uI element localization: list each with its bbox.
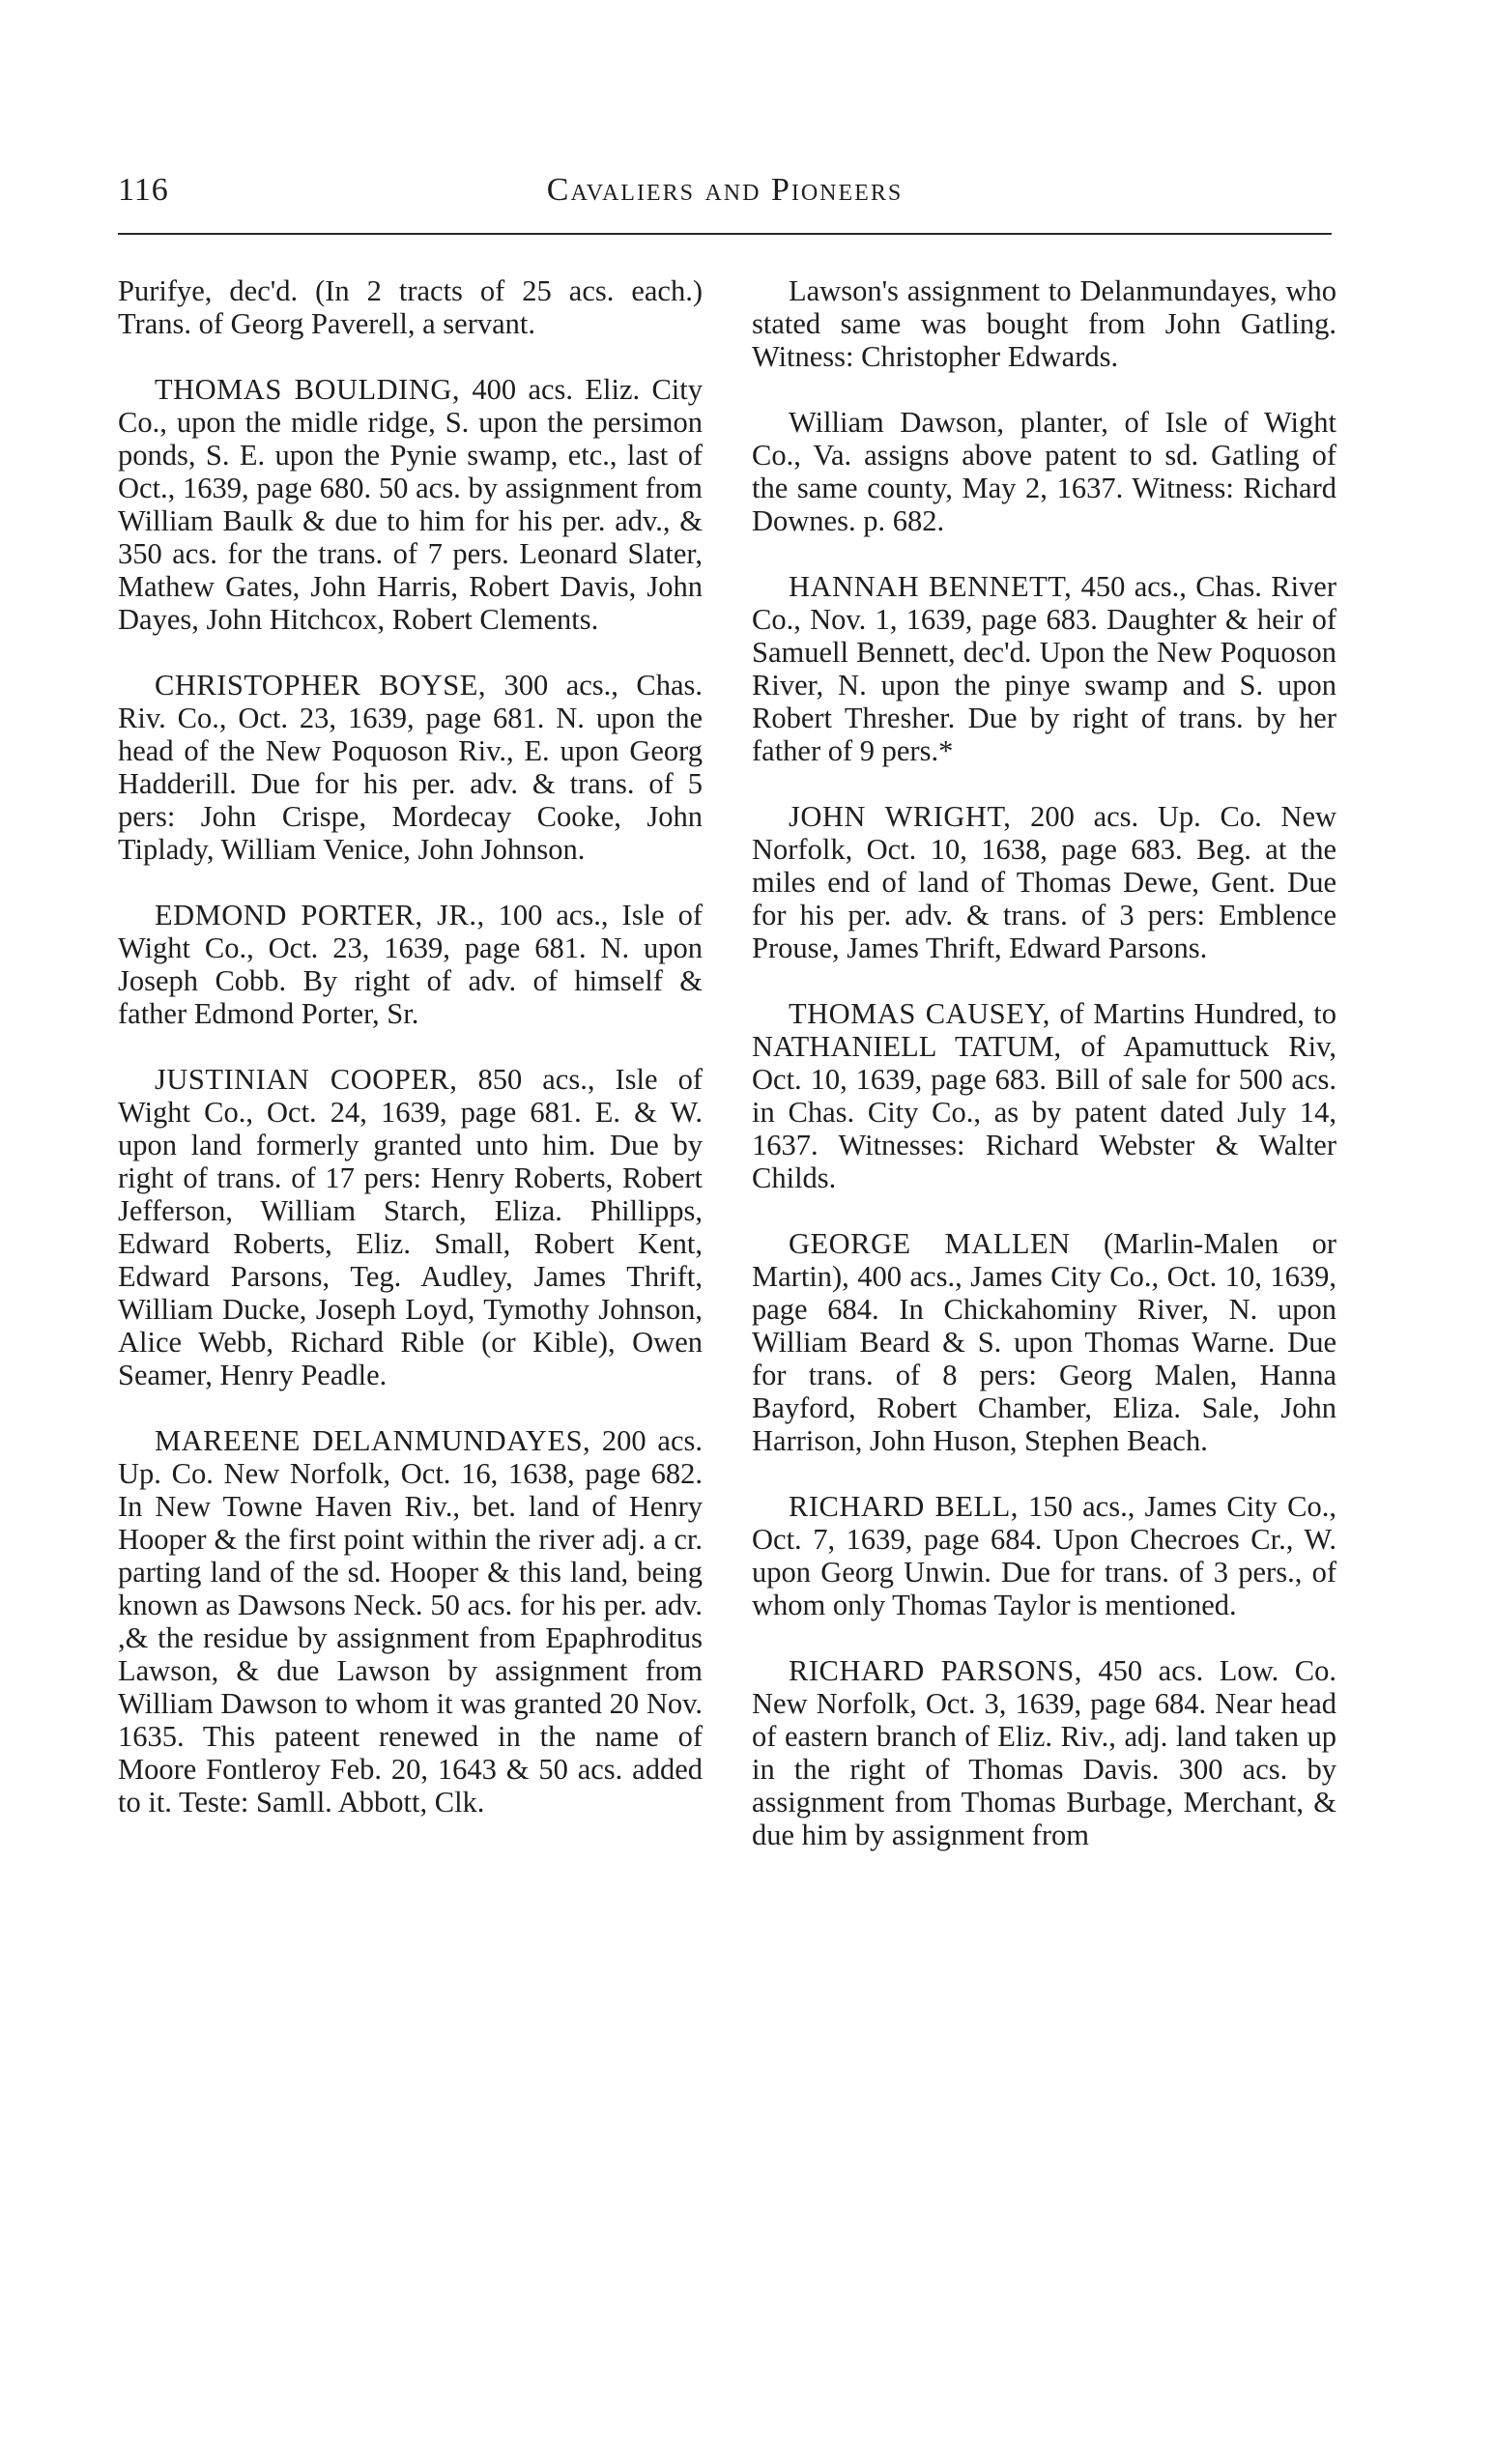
entry-text: (Marlin-Malen or Martin), 400 acs., James City Co., Oct. 10, 1639, page 684. In Chickahominy River, N. upon William Beard & S. upon Thomas Warne. Due for trans. of 8 pers: Georg Malen, Hanna Bayford, Robert Chamber, Eliza. Sale, John Harrison, John Huson, Stephen Beach. (752, 1227, 1337, 1457)
entry-paragraph (752, 1490, 1336, 1621)
entry-text: 100 acs., Isle of Wight Co., Oct. 23, 1639, page 681. N. upon Joseph Cobb. By right of adv. of himself & father Edmond Porter, Sr. (118, 899, 704, 1030)
entry-name: GEORGE MALLEN (789, 1227, 1071, 1260)
entry-paragraph (118, 274, 703, 340)
entry-text: Purifye, dec'd. (In 2 tracts of 25 acs. each.) Trans. of Georg Paverell, a servant. (118, 274, 703, 340)
running-title: Cavaliers and Pioneers (546, 172, 904, 208)
entry-paragraph (752, 800, 1336, 964)
entry-paragraph (752, 570, 1336, 767)
entry-paragraph (752, 406, 1336, 537)
entry-text: 400 acs. Eliz. City Co., upon the midle ridge, S. upon the persimon ponds, S. E. upon the Pynie swamp, etc., last of Oct., 1639, page 680. 50 acs. by assignment from William Baulk & due to him for his per. adv., & 350 acs. for the trans. of 7 pers. Leonard Slater, Mathew Gates, John Harris, Robert Davis, John Dayes, John Hitchcox, Robert Clements. (118, 373, 703, 636)
entry-name: RICHARD PARSONS, (789, 1654, 1082, 1687)
entry-text: 200 acs. Up. Co. New Norfolk, Oct. 10, 1638, page 683. Beg. at the miles end of land of Thomas Dewe, Gent. Due for his per. adv. & trans. of 3 pers: Emblence Prouse, James Thrift, Edward Parsons. (752, 800, 1337, 964)
entry-name: RICHARD BELL, (789, 1490, 1019, 1523)
entry-text: Lawson's assignment to Delanmundayes, who stated same was bought from John Gatling. Witness: Christopher Edwards. (752, 274, 1336, 373)
entry-name: THOMAS BOULDING, (155, 373, 461, 406)
right-column (752, 274, 1336, 1884)
entry-name: CHRISTOPHER BOYSE, (155, 669, 486, 702)
entry-text: 200 acs. Up. Co. New Norfolk, Oct. 16, 1638, page 682. In New Towne Haven Riv., bet. land of Henry Hooper & the first point within the river adj. a cr. parting land of the sd. Hooper & this land, being known as Dawsons Neck. 50 acs. for his per. adv. ,& the residue by assignment from Epaphroditus Lawson, & due Lawson by assignment from William Dawson to whom it was granted 20 Nov. 1635. This pateent renewed in the name of Moore Fontleroy Feb. 20, 1643 & 50 acs. added to it. Teste: Samll. Abbott, Clk. (118, 1424, 703, 1819)
entry-paragraph (752, 997, 1336, 1194)
entry-name: JOHN WRIGHT, (789, 800, 1012, 833)
entry-paragraph (118, 669, 703, 866)
running-head (118, 172, 1332, 226)
entry-text: 850 acs., Isle of Wight Co., Oct. 24, 1639, page 681. E. & W. upon land formerly granted unto him. Due by right of trans. of 17 pers: Henry Roberts, Robert Jefferson, William Starch, Eliza. Phillipps, Edward Roberts, Eliz. Small, Robert Kent, Edward Parsons, Teg. Audley, James Thrift, William Ducke, Joseph Loyd, Tymothy Johnson, Alice Webb, Richard Rible (or Kible), Owen Seamer, Henry Peadle. (118, 1063, 704, 1391)
entry-paragraph (118, 899, 703, 1030)
left-column (118, 274, 703, 1851)
entry-text: 450 acs., Chas. River Co., Nov. 1, 1639, page 683. Daughter & heir of Samuell Bennett, dec'd. Upon the New Poquoson River, N. upon the pinye swamp and S. upon Robert Thresher. Due by right of trans. by her father of 9 pers.* (752, 570, 1336, 767)
entry-text: 300 acs., Chas. Riv. Co., Oct. 23, 1639, page 681. N. upon the head of the New Poquoson Riv., E. upon Georg Hadderill. Due for his per. adv. & trans. of 5 pers: John Crispe, Mordecay Cooke, John Tiplady, William Venice, John Johnson. (118, 669, 704, 866)
entry-text: 450 acs. Low. Co. New Norfolk, Oct. 3, 1639, page 684. Near head of eastern branch of Eliz. Riv., adj. land taken up in the right of Thomas Davis. 300 acs. by assignment from Thomas Burbage, Merchant, & due him by assignment from (752, 1654, 1336, 1851)
entry-name: THOMAS CAUSEY, (789, 997, 1050, 1030)
entry-text: 150 acs., James City Co., Oct. 7, 1639, page 684. Upon Checroes Cr., W. upon Georg Unwin. Due for trans. of 3 pers., of whom only Thomas Taylor is mentioned. (752, 1490, 1336, 1621)
entry-text: of Martins Hundred, to NATHANIELL TATUM, of Apamuttuck Riv, Oct. 10, 1639, page 683. Bill of sale for 500 acs. in Chas. City Co., as by patent dated July 14, 1637. Witnesses: Richard Webster & Walter Childs. (752, 997, 1337, 1194)
entry-paragraph (118, 1063, 703, 1391)
entry-name: JUSTINIAN COOPER, (155, 1063, 458, 1096)
entry-paragraph (752, 1654, 1336, 1851)
page-number: 116 (118, 172, 169, 208)
header-rule (118, 233, 1332, 235)
entry-paragraph (118, 373, 703, 636)
entry-paragraph (118, 1424, 703, 1819)
entry-paragraph (752, 1227, 1336, 1457)
entry-name: MAREENE DELANMUNDAYES, (155, 1424, 591, 1457)
entry-name: EDMOND PORTER, JR., (155, 899, 485, 931)
entry-name: HANNAH BENNETT, (789, 570, 1073, 603)
entry-paragraph (752, 274, 1336, 373)
entry-text: William Dawson, planter, of Isle of Wight Co., Va. assigns above patent to sd. Gatling of the same county, May 2, 1637. Witness: Richard Downes. p. 682. (752, 406, 1336, 537)
